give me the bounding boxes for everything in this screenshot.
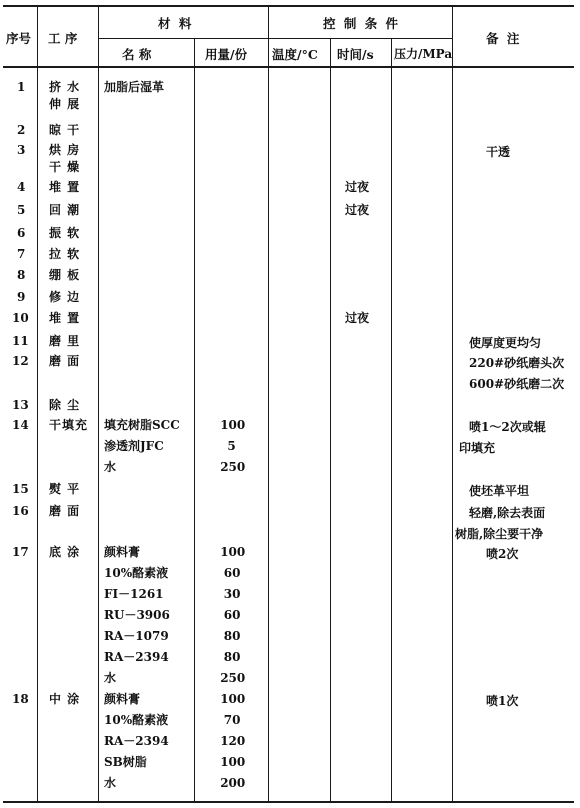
row-number: 2 — [17, 123, 26, 137]
col-rule-7 — [452, 6, 453, 802]
row-number: 8 — [17, 268, 26, 282]
material-name: 渗透剂JFC — [104, 439, 164, 453]
material-amount: 5 — [227, 439, 236, 453]
process-step: 拉 软 — [49, 247, 81, 261]
header-control: 控 制 条 件 — [323, 16, 401, 31]
process-step: 熨 平 — [49, 482, 81, 496]
process-step: 晾 干 — [49, 123, 81, 137]
material-name: RU－3906 — [104, 608, 170, 622]
material-amount: 60 — [223, 608, 241, 622]
row-number: 15 — [12, 482, 29, 496]
material-amount: 100 — [220, 692, 246, 706]
process-step: 振 软 — [49, 226, 81, 240]
process-step: 干 燥 — [49, 160, 81, 174]
col-rule-2 — [98, 6, 99, 802]
process-step: 除 尘 — [49, 398, 81, 412]
remark-text: 轻磨,除去表面 — [469, 506, 546, 520]
row-number: 11 — [12, 334, 29, 348]
material-name: RA－2394 — [104, 650, 169, 664]
material-name: 颜料膏 — [104, 692, 141, 706]
material-amount: 120 — [220, 734, 246, 748]
row-number: 5 — [17, 203, 26, 217]
remark-text: 干透 — [486, 145, 511, 159]
material-name: 加脂后湿革 — [104, 80, 165, 94]
process-step: 中 涂 — [49, 692, 81, 706]
col-rule-6 — [391, 38, 392, 802]
material-amount: 80 — [223, 629, 241, 643]
material-name: 10%酪素液 — [104, 713, 169, 727]
material-amount: 250 — [220, 671, 246, 685]
header-remark: 备 注 — [486, 31, 522, 46]
material-name: SB树脂 — [104, 755, 147, 769]
material-name: 10%酪素液 — [104, 566, 169, 580]
row-number: 13 — [12, 398, 29, 412]
row-number: 7 — [17, 247, 26, 261]
header-process: 工 序 — [48, 31, 78, 46]
col-rule-4 — [268, 6, 269, 802]
header-mid-rule — [98, 38, 452, 39]
time-value: 过夜 — [345, 180, 370, 194]
col-rule-5 — [330, 38, 331, 802]
row-number: 14 — [12, 418, 29, 432]
process-step: 绷 板 — [49, 268, 81, 282]
row-number: 18 — [12, 692, 29, 706]
remark-text: 树脂,除尘要干净 — [455, 527, 544, 541]
remark-text: 使坯革平坦 — [469, 484, 530, 498]
table-top-rule — [3, 5, 574, 7]
header-material: 材 料 — [158, 16, 194, 31]
material-name: FI－1261 — [104, 587, 164, 601]
header-temp: 温度/°C — [272, 47, 318, 62]
remark-text: 喷2次 — [486, 547, 519, 561]
material-name: 颜料膏 — [104, 545, 141, 559]
row-number: 17 — [12, 545, 29, 559]
process-step: 修 边 — [49, 290, 81, 304]
header-amount: 用量/份 — [205, 47, 248, 62]
time-value: 过夜 — [345, 311, 370, 325]
material-amount: 80 — [223, 650, 241, 664]
material-name: 水 — [104, 776, 117, 790]
process-step: 磨 面 — [49, 504, 81, 518]
process-step: 底 涂 — [49, 545, 81, 559]
row-number: 4 — [17, 180, 26, 194]
material-amount: 70 — [223, 713, 241, 727]
process-step: 堆 置 — [49, 180, 81, 194]
row-number: 9 — [17, 290, 26, 304]
material-amount: 200 — [220, 776, 246, 790]
header-pressure: 压力/MPa — [394, 47, 453, 61]
process-step: 磨 里 — [49, 334, 81, 348]
row-number: 12 — [12, 354, 29, 368]
time-value: 过夜 — [345, 203, 370, 217]
material-name: 水 — [104, 460, 117, 474]
material-name: 水 — [104, 671, 117, 685]
remark-text: 600#砂纸磨二次 — [469, 377, 565, 391]
process-step: 挤 水 — [49, 80, 81, 94]
material-amount: 100 — [220, 755, 246, 769]
process-step: 伸 展 — [49, 97, 81, 111]
header-no: 序号 — [6, 31, 32, 46]
material-amount: 100 — [220, 418, 246, 432]
row-number: 3 — [17, 143, 26, 157]
material-amount: 250 — [220, 460, 246, 474]
material-amount: 100 — [220, 545, 246, 559]
table-bottom-rule — [3, 801, 574, 803]
process-step: 烘 房 — [49, 143, 81, 157]
row-number: 16 — [12, 504, 29, 518]
header-bottom-rule — [3, 66, 574, 68]
header-time: 时间/s — [337, 47, 374, 62]
row-number: 6 — [17, 226, 26, 240]
row-number: 10 — [12, 311, 29, 325]
process-step: 堆 置 — [49, 311, 81, 325]
remark-text: 喷1次 — [486, 694, 519, 708]
material-name: RA－1079 — [104, 629, 169, 643]
col-rule-3 — [194, 38, 195, 802]
remark-text: 220#砂纸磨头次 — [469, 356, 565, 370]
material-amount: 30 — [223, 587, 241, 601]
material-name: 填充树脂SCC — [104, 418, 180, 432]
header-name: 名 称 — [122, 47, 152, 62]
row-number: 1 — [17, 80, 26, 94]
material-name: RA－2394 — [104, 734, 169, 748]
col-rule-1 — [37, 6, 38, 802]
remark-text: 印填充 — [459, 441, 496, 455]
material-amount: 60 — [223, 566, 241, 580]
process-step: 干填充 — [49, 418, 89, 432]
remark-text: 使厚度更均匀 — [469, 336, 542, 350]
process-step: 磨 面 — [49, 354, 81, 368]
process-step: 回 潮 — [49, 203, 81, 217]
remark-text: 喷1～2次或辊 — [469, 420, 546, 434]
